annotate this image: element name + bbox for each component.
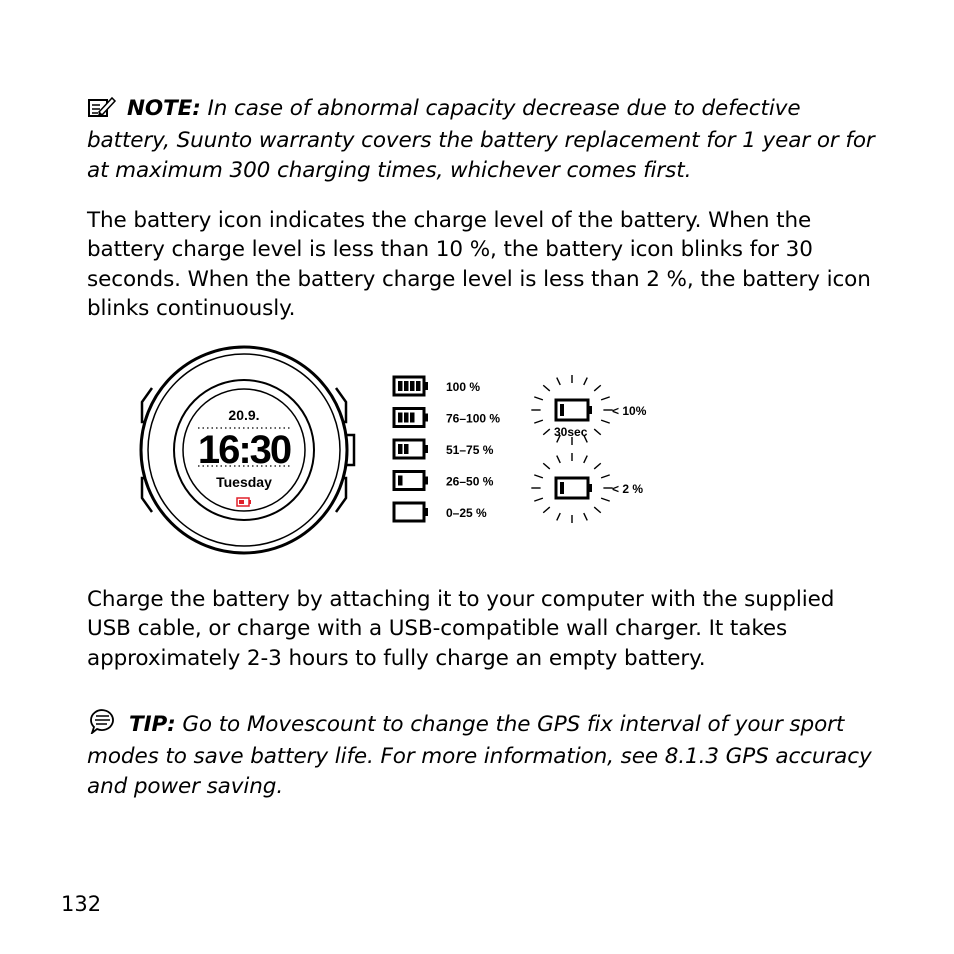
blink-ray: [543, 463, 550, 469]
battery-level-icon: [394, 503, 428, 521]
battery-bar: [404, 444, 409, 454]
blink-ray: [584, 378, 587, 385]
tip-icon: [87, 708, 119, 742]
note-label: NOTE:: [127, 96, 201, 121]
blink-ray: [543, 507, 550, 513]
page-number: 132: [61, 892, 102, 916]
note-icon: [87, 96, 117, 126]
battery-figure: [130, 340, 690, 565]
battery-bar: [560, 482, 564, 494]
note-text: In case of abnormal capacity decrease due to defective battery, Suunto warranty covers the battery replacement for 1 year or for at maximum 300 charging times, whichever comes first.: [87, 96, 875, 183]
tip-text: Go to Movescount to change the GPS fix interval of your sport modes to save battery life. For more information, see 8.1.3 GPS accuracy and power saving.: [87, 712, 872, 799]
blink-ray: [601, 475, 610, 478]
blink-ray: [543, 385, 550, 391]
battery-level-icon: [394, 409, 428, 427]
tip-block: [87, 708, 877, 801]
blink-ray: [584, 513, 587, 520]
blink-ray: [601, 498, 610, 501]
blink-ray: [534, 475, 543, 478]
battery-bar: [560, 404, 564, 416]
battery-level-label: 51–75 %: [446, 443, 494, 457]
battery-bar: [398, 444, 403, 454]
blink-ray: [534, 498, 543, 501]
battery-bar: [410, 381, 415, 391]
battery-bar: [398, 476, 403, 486]
blink-ray: [594, 429, 601, 435]
blink-threshold-label: < 10%: [612, 404, 647, 418]
watch-time: 16:30: [197, 428, 291, 472]
blink-ray: [534, 397, 543, 400]
battery-bar: [398, 381, 403, 391]
battery-bar: [404, 381, 409, 391]
blink-duration-label: 30sec: [554, 425, 588, 439]
blink-ray: [534, 420, 543, 423]
watch-day: Tuesday: [216, 474, 272, 490]
battery-level-icon: [394, 440, 428, 458]
blink-threshold-label: < 2 %: [612, 482, 644, 496]
battery-level-label: 76–100 %: [446, 411, 501, 426]
battery-bar: [410, 413, 415, 423]
blink-ray: [594, 463, 601, 469]
note-block: [87, 94, 877, 185]
watch-illustration: [141, 347, 354, 553]
tip-label: TIP:: [129, 712, 176, 737]
blink-ray: [557, 456, 560, 463]
blink-ray: [601, 397, 610, 400]
blink-ray: [594, 385, 601, 391]
battery-level-label: 26–50 %: [446, 474, 494, 489]
blink-ray: [557, 378, 560, 385]
blink-ray: [601, 420, 610, 423]
battery-level-icon: [394, 377, 428, 395]
battery-level-list: [394, 377, 428, 521]
battery-icon-paragraph: The battery icon indicates the charge level of the battery. When the battery charge level is less than 10 %, the battery icon blinks for 30 seconds. When the battery charge level is less than 2 %, the battery icon blinks continuously.: [87, 208, 871, 321]
watch-date: 20.9.: [228, 407, 260, 423]
battery-level-icon: [394, 472, 428, 490]
blink-ray: [543, 429, 550, 435]
blink-ray: [557, 513, 560, 520]
battery-level-label: 100 %: [446, 380, 481, 394]
blink-ray: [594, 507, 601, 513]
battery-bar: [416, 381, 421, 391]
battery-level-label: 0–25 %: [446, 506, 487, 520]
blinking-battery-icons: [531, 375, 612, 523]
battery-bar: [398, 413, 403, 423]
charging-paragraph: Charge the battery by attaching it to your computer with the supplied USB cable, or charge with a USB-compatible wall charger. It takes approximately 2-3 hours to fully charge an empty battery.: [87, 587, 835, 671]
blinking-battery-icon: [531, 453, 612, 523]
blink-ray: [584, 456, 587, 463]
battery-bar: [404, 413, 409, 423]
